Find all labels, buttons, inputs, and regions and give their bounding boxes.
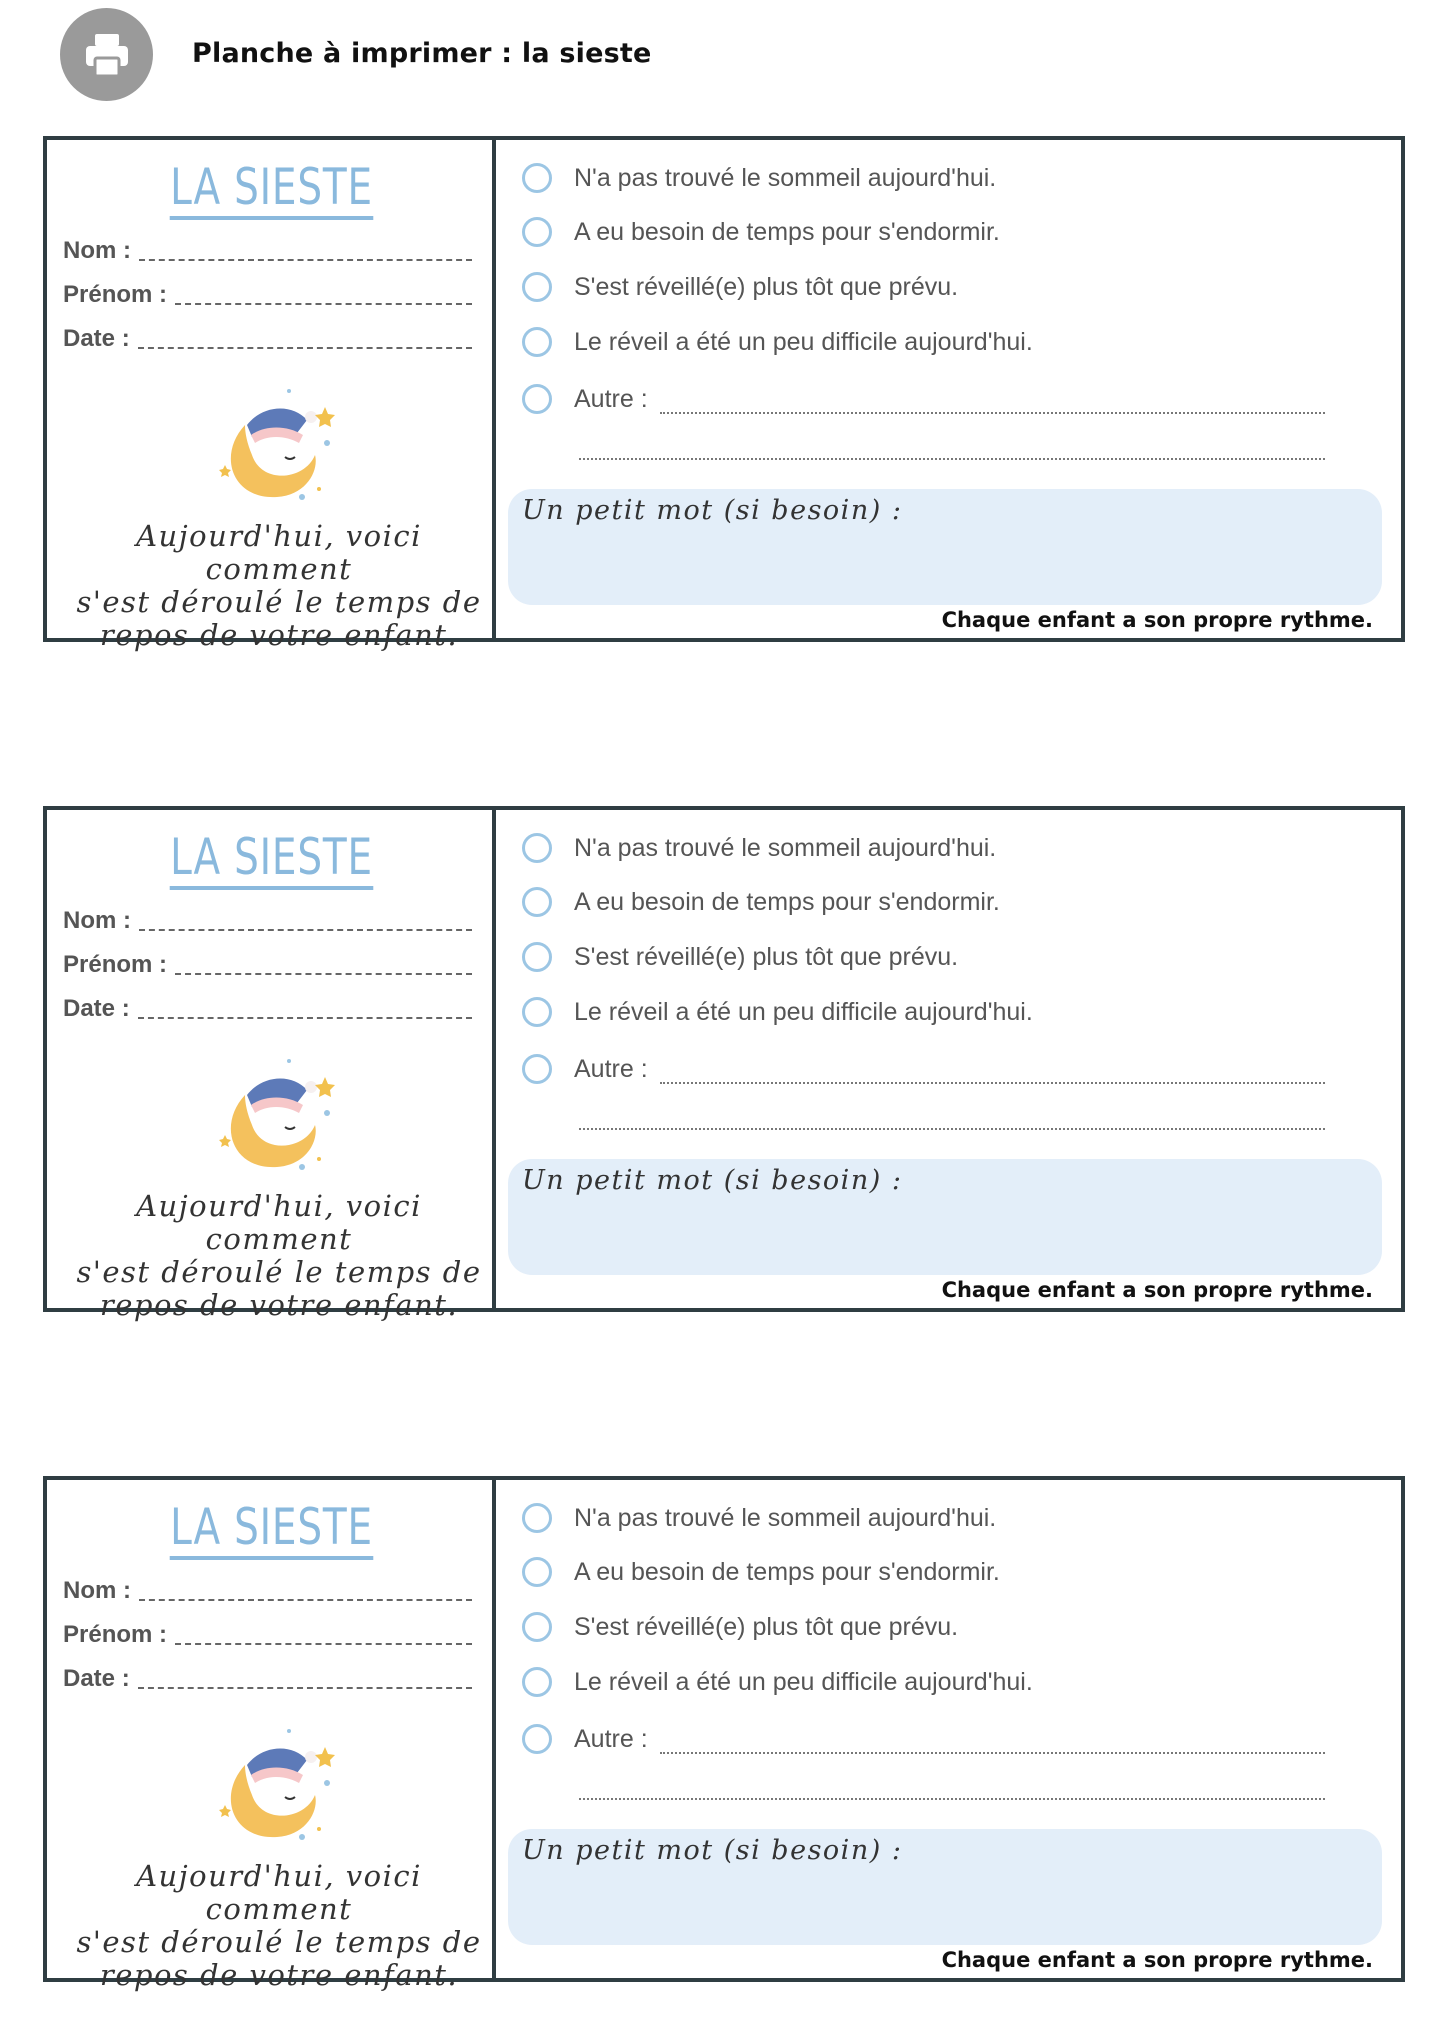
option-no-sleep[interactable]: N'a pas trouvé le sommeil aujourd'hui. [522, 1503, 996, 1533]
radio-button[interactable] [522, 384, 552, 414]
note-label: Un petit mot (si besoin) : [522, 495, 903, 526]
option-hard-wakeup[interactable]: Le réveil a été un peu difficile aujourd'hui. [522, 997, 1033, 1027]
sleeping-moon-icon [207, 385, 347, 515]
intro-text: Aujourd'hui, voici comment s'est déroulé le temps de repos de votre enfant. [76, 1859, 482, 1992]
prenom-label: Prénom : [63, 1621, 168, 1648]
radio-button[interactable] [522, 942, 552, 972]
card-right-panel [496, 140, 1401, 638]
date-field[interactable] [63, 325, 472, 353]
date-field[interactable] [63, 995, 472, 1023]
note-label: Un petit mot (si besoin) : [522, 1835, 903, 1866]
option-hard-wakeup[interactable]: Le réveil a été un peu difficile aujourd'hui. [522, 1667, 1033, 1697]
option-needed-time[interactable]: A eu besoin de temps pour s'endormir. [522, 1557, 1000, 1587]
option-other[interactable]: Autre : [522, 1724, 648, 1754]
card-left-panel [47, 140, 496, 652]
date-label: Date : [63, 1665, 130, 1692]
prenom-label: Prénom : [63, 951, 168, 978]
radio-button[interactable] [522, 1612, 552, 1642]
option-woke-early[interactable]: S'est réveillé(e) plus tôt que prévu. [522, 1612, 958, 1642]
sieste-card [43, 1476, 1405, 1992]
radio-button[interactable] [522, 327, 552, 357]
card-title: LA SIESTE [96, 828, 446, 886]
option-no-sleep[interactable]: N'a pas trouvé le sommeil aujourd'hui. [522, 833, 996, 863]
nom-field[interactable] [63, 907, 472, 935]
card-title: LA SIESTE [96, 1498, 446, 1556]
other-line-2[interactable] [579, 458, 1325, 460]
card-footer: Chaque enfant a son propre rythme. [941, 1278, 1373, 1302]
nom-field[interactable] [63, 237, 472, 265]
card-left-panel [47, 1480, 496, 1992]
sleeping-moon-icon [207, 1055, 347, 1185]
note-label: Un petit mot (si besoin) : [522, 1165, 903, 1196]
prenom-field[interactable] [63, 951, 472, 979]
radio-button[interactable] [522, 1667, 552, 1697]
nom-label: Nom : [63, 907, 131, 934]
printer-icon [82, 30, 132, 80]
sleeping-moon-icon [207, 1725, 347, 1855]
other-line-1[interactable] [660, 1752, 1325, 1754]
card-right-panel [496, 1480, 1401, 1978]
note-box[interactable] [508, 489, 1382, 605]
date-field[interactable] [63, 1665, 472, 1693]
note-box[interactable] [508, 1159, 1382, 1275]
other-line-2[interactable] [579, 1798, 1325, 1800]
radio-button[interactable] [522, 887, 552, 917]
sieste-card [43, 136, 1405, 652]
date-label: Date : [63, 995, 130, 1022]
option-needed-time[interactable]: A eu besoin de temps pour s'endormir. [522, 217, 1000, 247]
card-footer: Chaque enfant a son propre rythme. [941, 1948, 1373, 1972]
radio-button[interactable] [522, 1054, 552, 1084]
option-other[interactable]: Autre : [522, 1054, 648, 1084]
page-title: Planche à imprimer : la sieste [192, 38, 652, 69]
note-box[interactable] [508, 1829, 1382, 1945]
option-woke-early[interactable]: S'est réveillé(e) plus tôt que prévu. [522, 272, 958, 302]
other-line-1[interactable] [660, 412, 1325, 414]
other-line-2[interactable] [579, 1128, 1325, 1130]
card-title: LA SIESTE [96, 158, 446, 216]
other-line-1[interactable] [660, 1082, 1325, 1084]
radio-button[interactable] [522, 1503, 552, 1533]
option-no-sleep[interactable]: N'a pas trouvé le sommeil aujourd'hui. [522, 163, 996, 193]
prenom-field[interactable] [63, 281, 472, 309]
radio-button[interactable] [522, 217, 552, 247]
radio-button[interactable] [522, 1557, 552, 1587]
sieste-card [43, 806, 1405, 1322]
prenom-field[interactable] [63, 1621, 472, 1649]
option-woke-early[interactable]: S'est réveillé(e) plus tôt que prévu. [522, 942, 958, 972]
option-needed-time[interactable]: A eu besoin de temps pour s'endormir. [522, 887, 1000, 917]
nom-label: Nom : [63, 237, 131, 264]
radio-button[interactable] [522, 997, 552, 1027]
date-label: Date : [63, 325, 130, 352]
intro-text: Aujourd'hui, voici comment s'est déroulé le temps de repos de votre enfant. [76, 1189, 482, 1322]
option-other[interactable]: Autre : [522, 384, 648, 414]
radio-button[interactable] [522, 272, 552, 302]
radio-button[interactable] [522, 833, 552, 863]
card-footer: Chaque enfant a son propre rythme. [941, 608, 1373, 632]
nom-field[interactable] [63, 1577, 472, 1605]
card-right-panel [496, 810, 1401, 1308]
intro-text: Aujourd'hui, voici comment s'est déroulé le temps de repos de votre enfant. [76, 519, 482, 652]
print-button[interactable] [60, 8, 153, 101]
prenom-label: Prénom : [63, 281, 168, 308]
card-left-panel [47, 810, 496, 1322]
nom-label: Nom : [63, 1577, 131, 1604]
radio-button[interactable] [522, 163, 552, 193]
option-hard-wakeup[interactable]: Le réveil a été un peu difficile aujourd'hui. [522, 327, 1033, 357]
radio-button[interactable] [522, 1724, 552, 1754]
